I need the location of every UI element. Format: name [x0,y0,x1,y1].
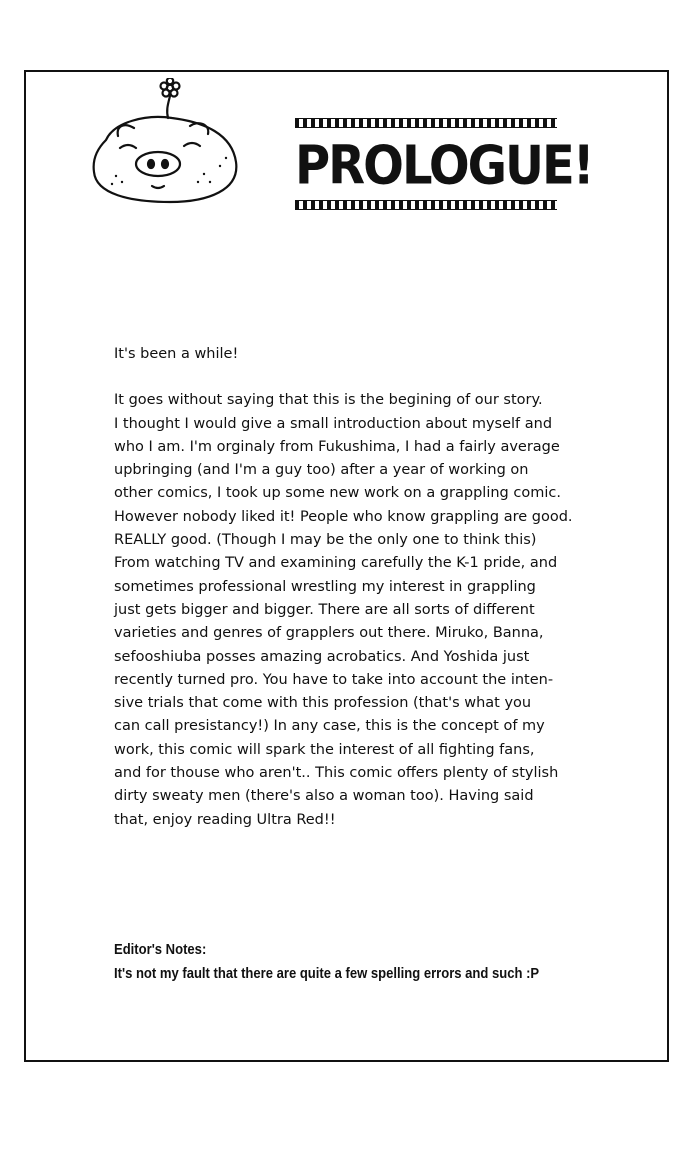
body-line: However nobody liked it! People who know grappling are good. [114,508,573,525]
pig-mascot-icon [86,78,246,208]
page-title: PROLOGUE! [295,134,593,197]
body-line: REALLY good. (Though I may be the only one to think this) [114,532,537,549]
body-line: work, this comic will spark the interest of all fighting fans, [114,741,535,758]
body-line: From watching TV and examining carefully the K-1 pride, and [114,555,558,572]
body-line: and for thouse who aren't.. This comic offers plenty of stylish [114,765,559,782]
body-line: other comics, I took up some new work on a grappling comic. [114,485,561,502]
body-line: I thought I would give a small introduction about myself and [114,415,553,432]
body-line: sefooshiuba posses amazing acrobatics. And Yoshida just [114,648,530,665]
body-line: just gets bigger and bigger. There are all sorts of different [114,601,535,618]
title-block [295,116,593,212]
greeting: It's been a while! [114,346,239,362]
body-line: varieties and genres of grapplers out there. Miruko, Banna, [114,625,544,642]
checker-border-top [295,118,557,128]
editor-notes-text: It's not my fault that there are quite a few spelling errors and such :P [114,966,540,982]
body-line: who I am. I'm orginaly from Fukushima, I had a fairly average [114,438,560,455]
prologue-body [114,343,614,832]
body-line: recently turned pro. You have to take into account the inten- [114,671,554,688]
editor-notes [114,938,634,986]
body-line: that, enjoy reading Ultra Red!! [114,811,336,828]
body-line: sive trials that come with this profession (that's what you [114,695,532,712]
body-line: can call presistancy!) In any case, this is the concept of my [114,718,545,735]
body-line: upbringing (and I'm a guy too) after a year of working on [114,462,529,479]
editor-notes-heading: Editor's Notes: [114,942,207,958]
checker-border-bottom [295,200,557,210]
body-line: sometimes professional wrestling my interest in grappling [114,578,536,595]
body-line: It goes without saying that this is the begining of our story. [114,392,543,409]
body-line: dirty sweaty men (there's also a woman too). Having said [114,788,534,805]
